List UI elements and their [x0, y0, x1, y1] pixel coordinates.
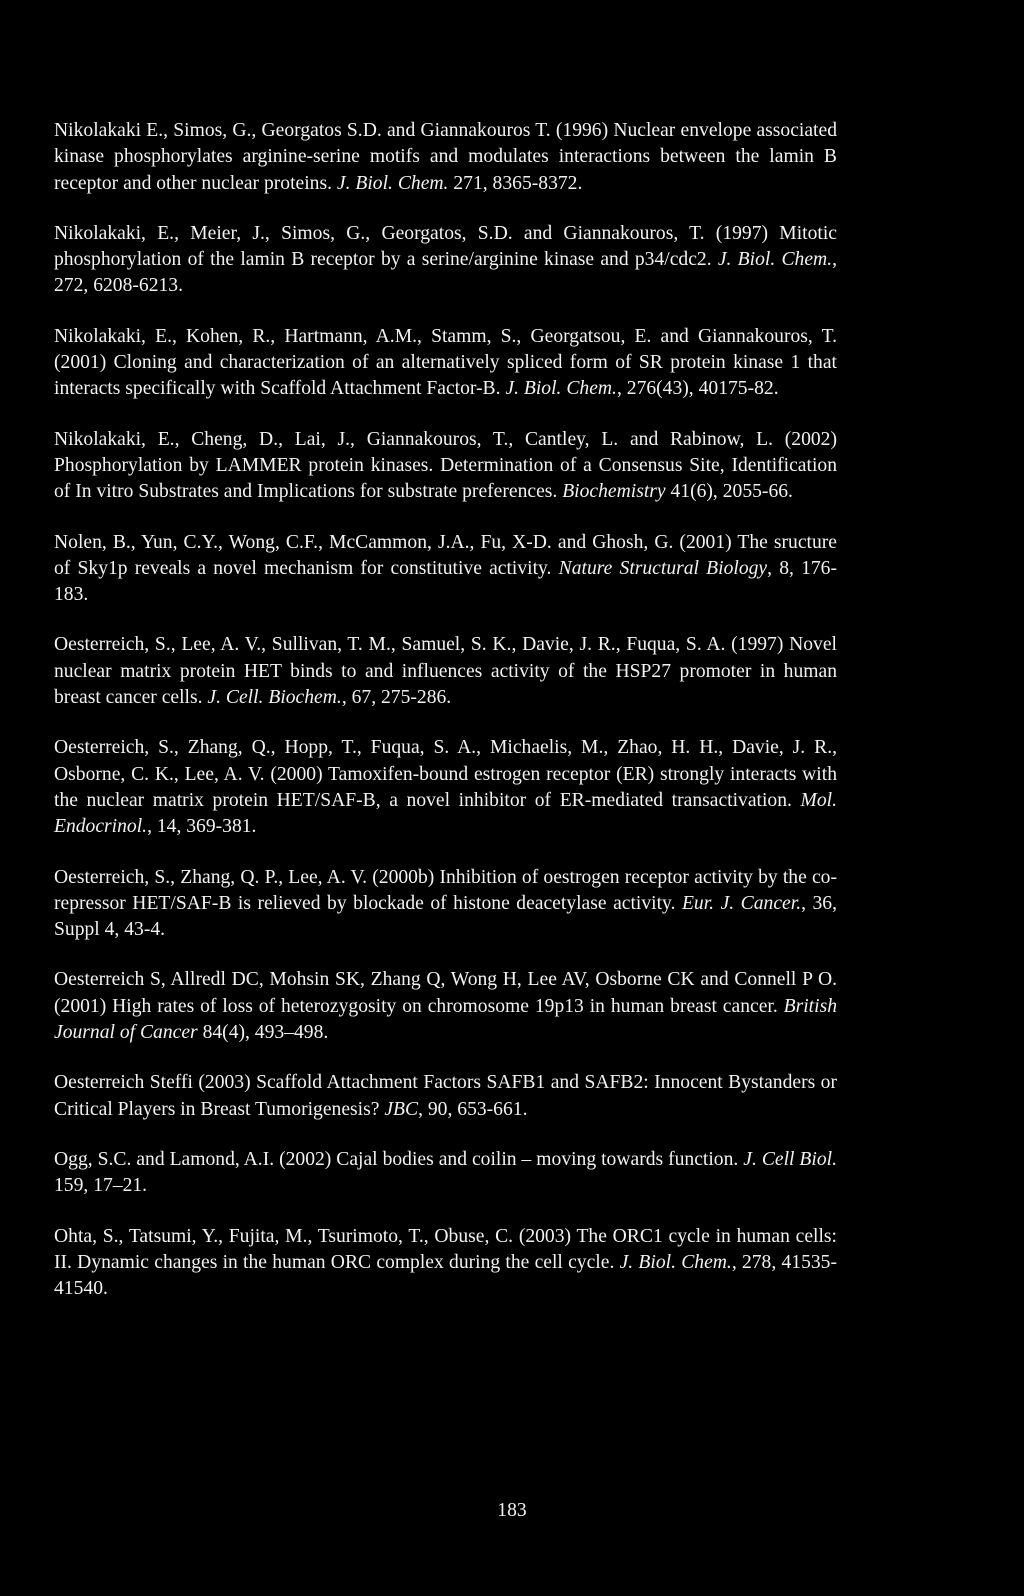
reference-details: , 67, 275-286.: [341, 687, 452, 709]
reference-details: , 14, 369-381.: [147, 816, 257, 838]
reference-text: Nolen, B., Yun, C.Y., Wong, C.F., McCammon, J.A., Fu, X-D. and Ghosh, G. (2001) The sructure of Sky1p reveals a novel mechanism for constitutive activity.: [54, 531, 837, 579]
reference-text: Nikolakaki, E., Meier, J., Simos, G., Georgatos, S.D. and Giannakouros, T. (1997) Mitotic phosphorylation of the lamin B receptor by a serine/arginine kinase and p34/cdc2.: [54, 222, 837, 271]
reference-details: , 90, 653-661.: [418, 1098, 528, 1120]
reference-entry: [54, 530, 837, 609]
reference-journal: Biochemistry: [562, 481, 666, 503]
reference-details: , 36, Suppl 4, 43-4.: [54, 892, 837, 941]
reference-journal: Nature Structural Biology: [558, 557, 768, 579]
reference-entry: [54, 118, 837, 197]
reference-text: Oesterreich, S., Lee, A. V., Sullivan, T. M., Samuel, S. K., Davie, J. R., Fuqua, S. A. (1997) Novel nuclear matrix protein HET binds to and influences activity of the HSP27 promoter in human breast cancer cells.: [54, 634, 837, 709]
reference-details: , 278, 41535-41540.: [54, 1251, 837, 1300]
reference-text: Oesterreich Steffi (2003) Scaffold Attachment Factors SAFB1 and SAFB2: Innocent Bystanders or Critical Players in Breast Tumorigenesis?: [54, 1072, 837, 1120]
reference-journal: J. Biol. Chem.: [717, 249, 833, 271]
reference-details: , 8, 176-183.: [54, 557, 837, 606]
reference-entry: [54, 1147, 837, 1200]
reference-entry: [54, 427, 837, 506]
reference-entry: [54, 1224, 837, 1303]
reference-journal: J. Biol. Chem.: [505, 378, 617, 400]
reference-journal: J. Biol. Chem.: [336, 172, 449, 194]
reference-details: 41(6), 2055-66.: [665, 481, 793, 503]
reference-entry: [54, 221, 837, 300]
reference-text: Ohta, S., Tatsumi, Y., Fujita, M., Tsurimoto, T., Obuse, C. (2003) The ORC1 cycle in human cells: II. Dynamic changes in the human ORC complex during the cell cycle.: [54, 1225, 837, 1273]
reference-entry: [54, 324, 837, 403]
reference-entry: [54, 865, 837, 944]
reference-journal: Eur. J. Cancer.: [681, 892, 802, 914]
reference-details: 271, 8365-8372.: [448, 172, 583, 194]
page-number: 183: [497, 1500, 527, 1521]
reference-entry: [54, 1070, 837, 1123]
reference-details: 159, 17–21.: [54, 1175, 148, 1197]
reference-journal: JBC: [384, 1098, 419, 1120]
reference-details: 84(4), 493–498.: [197, 1022, 329, 1044]
reference-entry: [54, 632, 837, 711]
reference-journal: British Journal of Cancer: [54, 995, 837, 1044]
reference-journal: Mol. Endocrinol.: [54, 789, 837, 838]
reference-text: Nikolakaki E., Simos, G., Georgatos S.D. and Giannakouros T. (1996) Nuclear envelope associated kinase phosphorylates arginine-serine motifs and modulates interactions between the lamin B receptor and other nuclear proteins.: [54, 120, 837, 194]
reference-text: Ogg, S.C. and Lamond, A.I. (2002) Cajal bodies and coilin – moving towards function.: [54, 1148, 744, 1170]
reference-text: Oesterreich, S., Zhang, Q. P., Lee, A. V. (2000b) Inhibition of oestrogen receptor activity by the co-repressor HET/SAF-B is relieved by blockade of histone deacetylase activity.: [54, 866, 837, 914]
reference-details: , 276(43), 40175-82.: [616, 378, 779, 400]
reference-text: Oesterreich S, Allredl DC, Mohsin SK, Zhang Q, Wong H, Lee AV, Osborne CK and Connell P O. (2001) High rates of loss of heterozygosity on chromosome 19p13 in human breast cancer.: [54, 969, 837, 1017]
reference-list: [54, 118, 837, 1326]
reference-text: Nikolakaki, E., Cheng, D., Lai, J., Giannakouros, T., Cantley, L. and Rabinow, L. (2002) Phosphorylation by LAMMER protein kinases. Determination of a Consensus Site, Identification of In vitro Substrates and Implications for substrate preferences.: [54, 428, 837, 503]
reference-entry: [54, 735, 837, 840]
reference-text: Oesterreich, S., Zhang, Q., Hopp, T., Fuqua, S. A., Michaelis, M., Zhao, H. H., Davie, J. R., Osborne, C. K., Lee, A. V. (2000) Tamoxifen-bound estrogen receptor (ER) strongly interacts with the nuclear matrix protein HET/SAF-B, a novel inhibitor of ER-mediated transactivation.: [54, 737, 837, 811]
reference-journal: J. Biol. Chem.: [619, 1251, 732, 1273]
reference-details: , 272, 6208-6213.: [54, 249, 837, 297]
reference-text: Nikolakaki, E., Kohen, R., Hartmann, A.M., Stamm, S., Georgatsou, E. and Giannakouros, T. (2001) Cloning and characterization of an alternatively spliced form of SR protein kinase 1 that interacts specifically with Scaffold Attachment Factor-B.: [54, 325, 837, 400]
reference-journal: J. Cell. Biochem.: [207, 687, 342, 709]
reference-journal: J. Cell Biol.: [743, 1148, 837, 1170]
reference-entry: [54, 967, 837, 1046]
